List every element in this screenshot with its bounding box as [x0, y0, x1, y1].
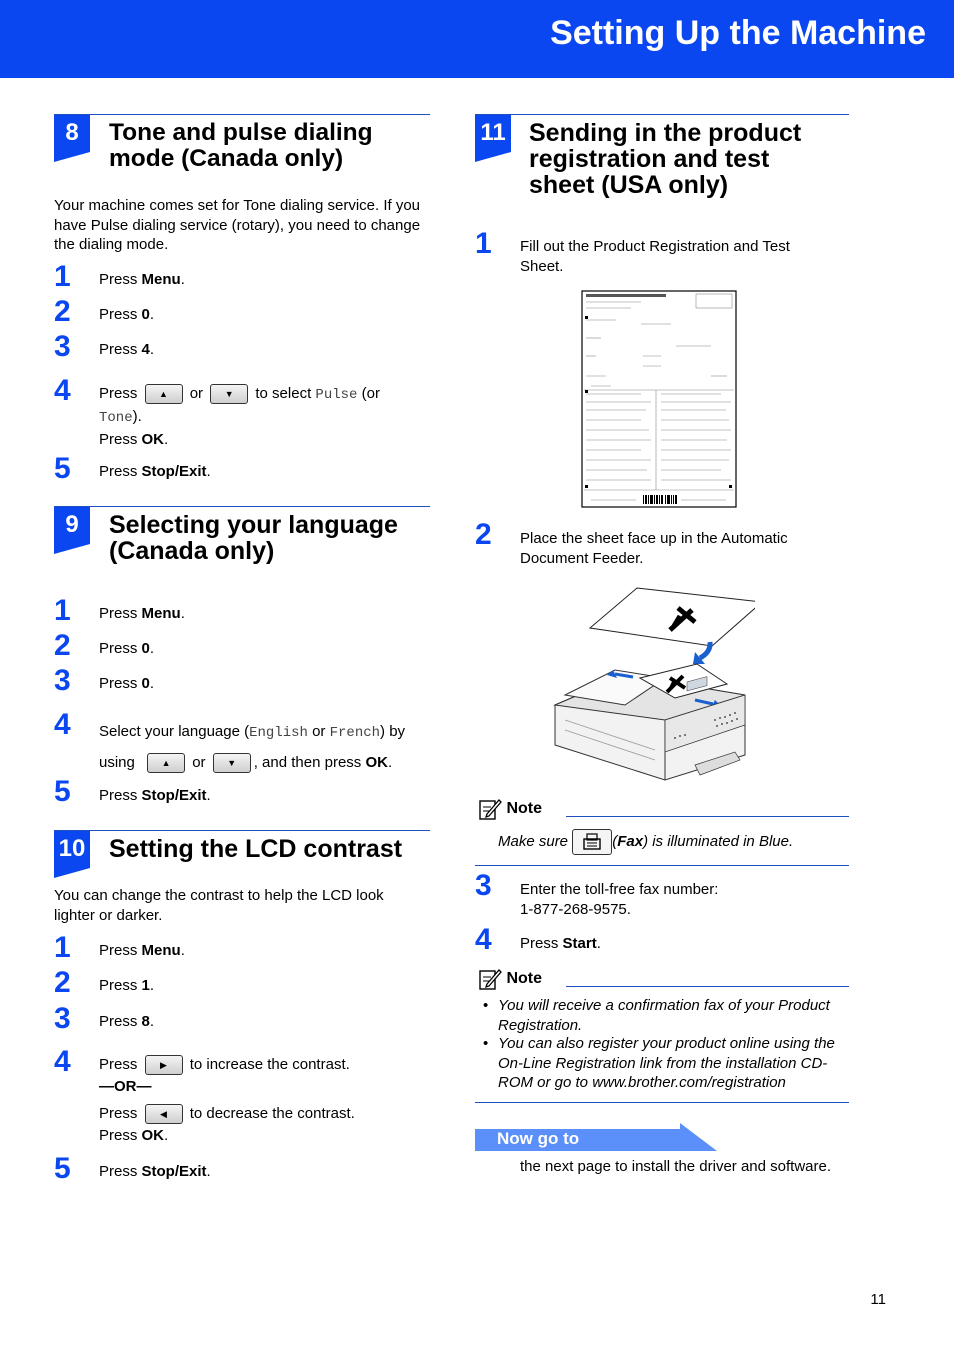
step-number: 2	[54, 295, 71, 328]
note-bullet: • You will receive a confirmation fax of your Product Registration.	[483, 997, 830, 1034]
step-number: 4	[54, 374, 71, 407]
down-arrow-button-icon: ▼	[210, 384, 248, 404]
step-text: Press 0.	[99, 640, 155, 657]
section-rule	[54, 830, 430, 831]
step-text: Press Menu.	[99, 942, 185, 959]
step-number: 5	[54, 452, 71, 485]
section-title: Sending in the product registration and test sheet (USA only)	[529, 119, 802, 199]
section-intro: You can change the contrast to help the LCD look lighter or darker.	[54, 887, 384, 924]
step-text: Press 4.	[99, 341, 155, 358]
step-number: 5	[54, 775, 71, 808]
left-arrow-button-icon: ◀	[145, 1104, 183, 1124]
step-number: 3	[54, 664, 71, 697]
step-text: Press 0.	[99, 675, 155, 692]
now-go-to-banner	[475, 1123, 717, 1151]
page-title: Setting Up the Machine	[550, 14, 926, 52]
registration-sheet-illustration	[581, 290, 737, 508]
section-rule	[54, 506, 430, 507]
step-text: Press Start.	[520, 935, 601, 952]
step-text: Fill out the Product Registration and Test Sheet.	[520, 238, 790, 275]
step-text: Press Stop/Exit.	[99, 1163, 211, 1180]
section-number-badge: 9	[54, 507, 90, 544]
step-text: Enter the toll-free fax number: 1-877-268-9575.	[520, 881, 719, 918]
step-text: Press ▶ to increase the contrast. —OR—	[99, 1056, 350, 1095]
step-number: 3	[54, 1002, 71, 1035]
next-page-text: the next page to install the driver and software.	[520, 1158, 832, 1175]
step-text: Select your language (English or French) by using ▲ or ▼ , and then press OK.	[99, 717, 434, 778]
note-text: Make sure (Fax) is illuminated in Blue.	[498, 829, 848, 855]
step-number: 1	[475, 227, 492, 260]
right-arrow-button-icon: ▶	[145, 1055, 183, 1075]
note-bullet: • You can also register your product online using the On-Line Registration link from the installation CD-ROM or go to www.brother.com/registration	[483, 1035, 835, 1091]
page-header	[0, 0, 954, 78]
step-number: 4	[475, 923, 492, 956]
step-text: Press Stop/Exit.	[99, 463, 211, 480]
step-text: Place the sheet face up in the Automatic Document Feeder.	[520, 530, 788, 567]
step-text: Press ▲ or ▼ to select Pulse (or Tone). Press OK.	[99, 385, 380, 448]
step-number: 1	[54, 260, 71, 293]
section-rule	[475, 114, 849, 115]
section-title: Selecting your language (Canada only)	[109, 511, 398, 565]
step-number: 1	[54, 931, 71, 964]
step-text: Press 1.	[99, 977, 155, 994]
note-heading: Note	[478, 797, 542, 821]
section-title: Setting the LCD contrast	[109, 835, 403, 863]
note-rule	[566, 986, 849, 987]
step-text: Press 0.	[99, 306, 155, 323]
section-number-badge: 11	[475, 115, 511, 152]
down-arrow-button-icon: ▼	[213, 753, 251, 773]
step-number: 2	[54, 629, 71, 662]
now-go-to-label: Now go to	[497, 1129, 580, 1148]
note-rule	[475, 1102, 849, 1103]
step-number: 4	[54, 708, 71, 741]
pencil-note-icon	[478, 967, 502, 991]
step-text: Press Menu.	[99, 271, 185, 288]
step-number: 1	[54, 594, 71, 627]
step-text: Press 8.	[99, 1013, 155, 1030]
section-rule	[54, 114, 430, 115]
fax-key-icon	[572, 829, 612, 855]
pencil-note-icon	[478, 797, 502, 821]
note-rule	[566, 816, 849, 817]
page-number: 11	[870, 1291, 886, 1308]
step-number: 4	[54, 1045, 71, 1078]
section-title: Tone and pulse dialing mode (Canada only)	[109, 119, 373, 172]
step-text: Press Stop/Exit.	[99, 787, 211, 804]
section-number-badge: 10	[54, 831, 90, 868]
note-rule	[475, 865, 849, 866]
step-number: 3	[54, 330, 71, 363]
up-arrow-button-icon: ▲	[147, 753, 185, 773]
step-number: 5	[54, 1152, 71, 1185]
step-number: 3	[475, 869, 492, 902]
step-text: Press ◀ to decrease the contrast. Press OK.	[99, 1105, 355, 1144]
step-text: Press Menu.	[99, 605, 185, 622]
step-number: 2	[54, 966, 71, 999]
note-heading: Note	[478, 967, 542, 991]
machine-feeder-illustration	[545, 580, 755, 785]
section-intro: Your machine comes set for Tone dialing service. If you have Pulse dialing service (rotary), you need to change the dialing mode.	[54, 197, 421, 253]
up-arrow-button-icon: ▲	[145, 384, 183, 404]
section-number-badge: 8	[54, 115, 90, 152]
step-number: 2	[475, 518, 492, 551]
